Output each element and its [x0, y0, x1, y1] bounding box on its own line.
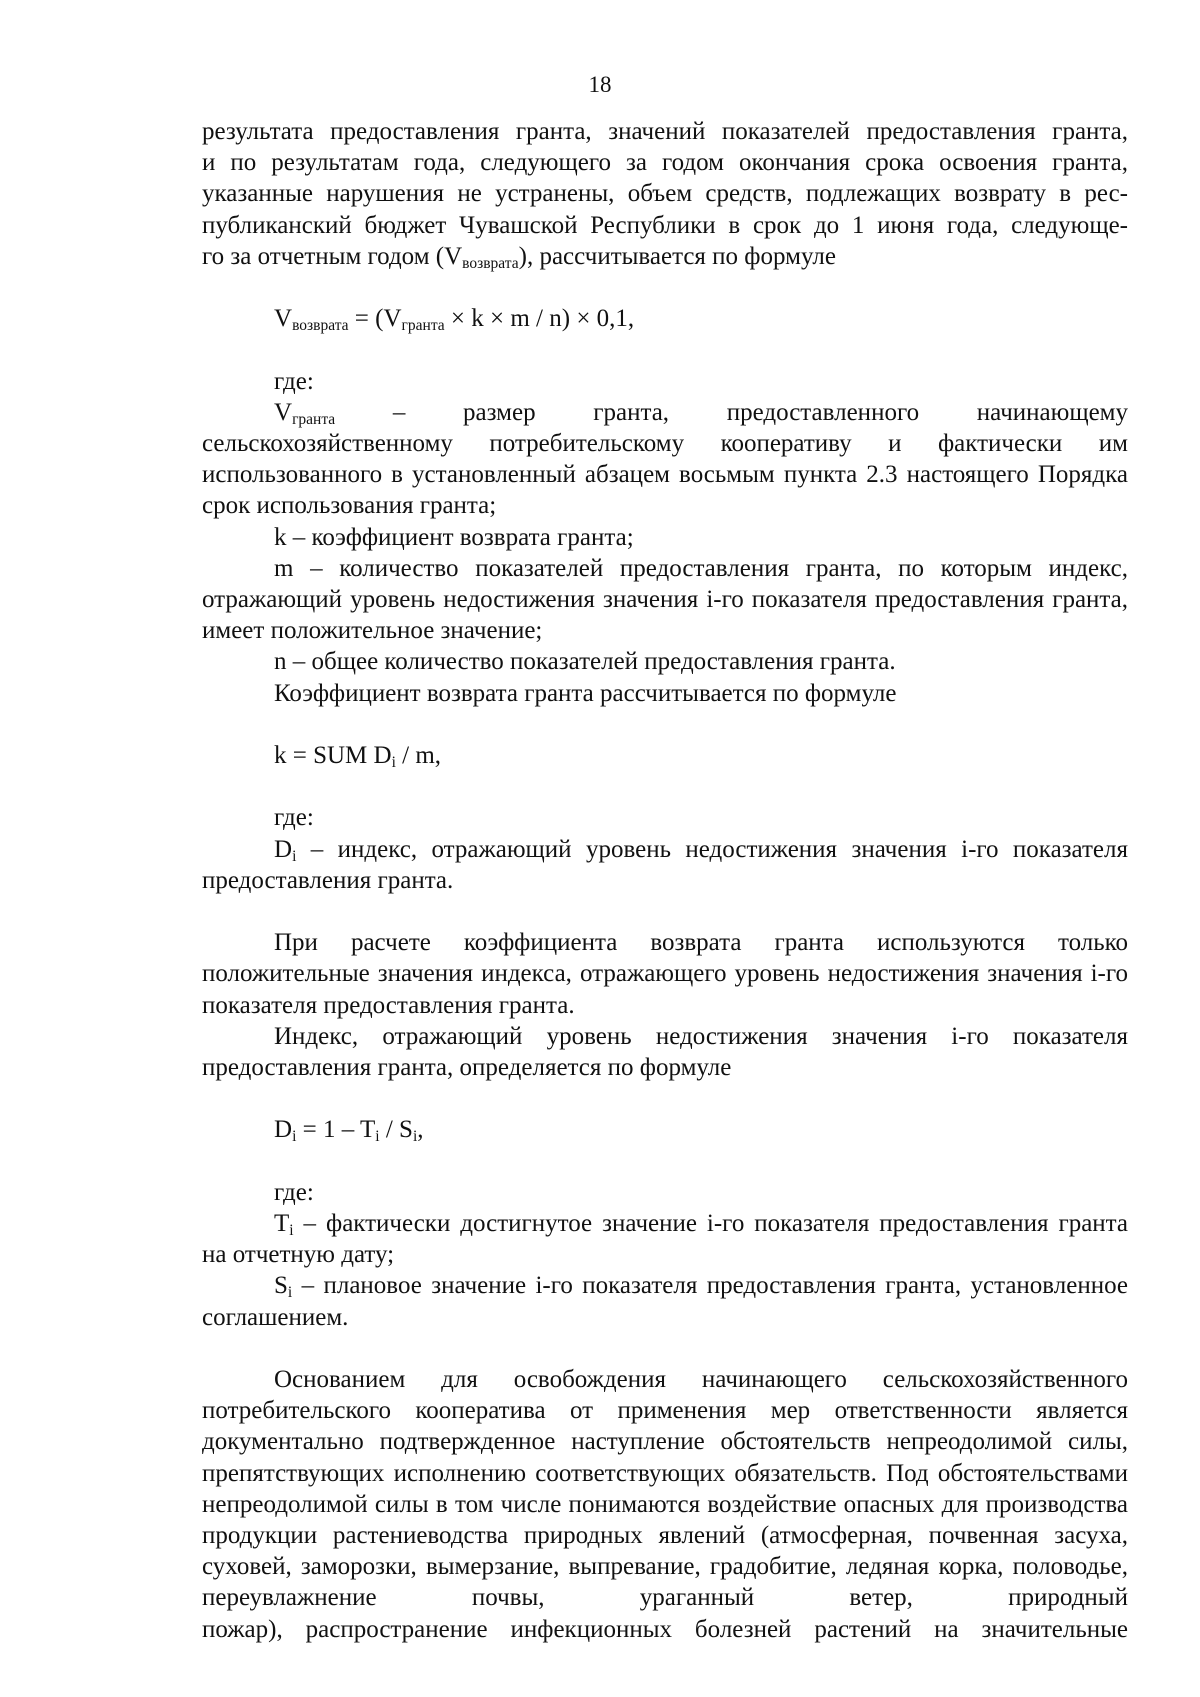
- spacer: [202, 1146, 1128, 1177]
- formula-k: k = SUM $D_i$ / m,: [274, 742, 442, 771]
- spacer: [202, 334, 1128, 365]
- definition-t: $T_i$ – фактически достигнутое значение i-го показателя предоставления гранта на отчетную дату;: [202, 1210, 1128, 1269]
- definition-k: k – коэффициент возврата гранта;: [274, 523, 634, 551]
- paragraph-calc: При расчете коэффициента возврата гранта используются только положительные значения индекса, отражающего уровень недостижения значения i-го показателя предоставления гранта.: [202, 929, 1128, 1019]
- spacer: [202, 771, 1128, 802]
- paragraph-line: го за отчетным годом $(V_{возврата})$, рассчитывается по формуле: [202, 242, 836, 272]
- spacer: [202, 1083, 1128, 1114]
- where-label: где:: [274, 804, 314, 832]
- formula-v-vozvrata: $V_{возврата} = (V_{гранта} \times k \times m / n) \times 0,1$,: [274, 305, 635, 335]
- paragraph-force-majeure: Основанием для освобождения начинающего сельскохозяйственного потребительского кооператива от применения мер ответственности является документально подтвержденное наступление обстоятельств непреодолимой силы, препятствующих исполнению соответствующих обязательств. Под обстоятельствами непреодолимой силы в том числе понимаются воздействие опасных для производства продукции растениеводства природных явлений (атмосферная, почвенная засуха, суховей, заморозки, вымерзание, выпревание, градобитие, ледяная корка, половодье, переувлажнение почвы, ураганный ветер, природный: [202, 1366, 1128, 1612]
- where-label: где:: [274, 1178, 314, 1206]
- where-label: где:: [274, 367, 314, 395]
- definition-v-granta: $V_{гранта}$ – размер гранта, предоставленного начинающему сельскохозяйственному потребительскому кооперативу и фактически им использованного в установленный абзацем восьмым пункта 2.3 настоящего Порядка срок использования гранта;: [202, 398, 1128, 520]
- definition-d: $D_i$ – индекс, отражающий уровень недостижения значения i-го показателя предоставления гранта.: [202, 835, 1128, 894]
- paragraph-line: указанные нарушения не устранены, объем средств, подлежащих возврату в рес-: [202, 180, 1128, 208]
- paragraph-index: Индекс, отражающий уровень недостижения значения i-го показателя предоставления гранта, определяется по формуле: [202, 1022, 1128, 1082]
- spacer: [202, 709, 1128, 740]
- definition-n: n – общее количество показателей предоставления гранта.: [274, 648, 896, 676]
- spacer: [202, 272, 1128, 303]
- definition-m: m – количество показателей предоставления гранта, по которым индекс, отражающий уровень недостижения значения i-го показателя предоставления гранта, имеет положительное значение;: [202, 554, 1128, 645]
- spacer: [202, 1333, 1128, 1364]
- paragraph-line: и по результатам года, следующего за годом окончания срока освоения гранта,: [202, 149, 1128, 177]
- paragraph-line: публиканский бюджет Чувашской Республики в срок до 1 июня года, следующе-: [202, 211, 1128, 239]
- formula-d: $D_i = 1 - T_i / S_i$,: [274, 1116, 424, 1146]
- document-body: [202, 116, 1128, 1645]
- k-intro: Коэффициент возврата гранта рассчитывается по формуле: [274, 679, 897, 707]
- paragraph-line: результата предоставления гранта, значений показателей предоставления гранта,: [202, 118, 1128, 145]
- paragraph-line: пожар), распространение инфекционных болезней растений на значительные: [202, 1615, 1128, 1643]
- page-number: 18: [588, 72, 612, 97]
- definition-s: $S_i$ – плановое значение i-го показателя предоставления гранта, установленное соглашением.: [202, 1272, 1128, 1331]
- spacer: [202, 896, 1128, 927]
